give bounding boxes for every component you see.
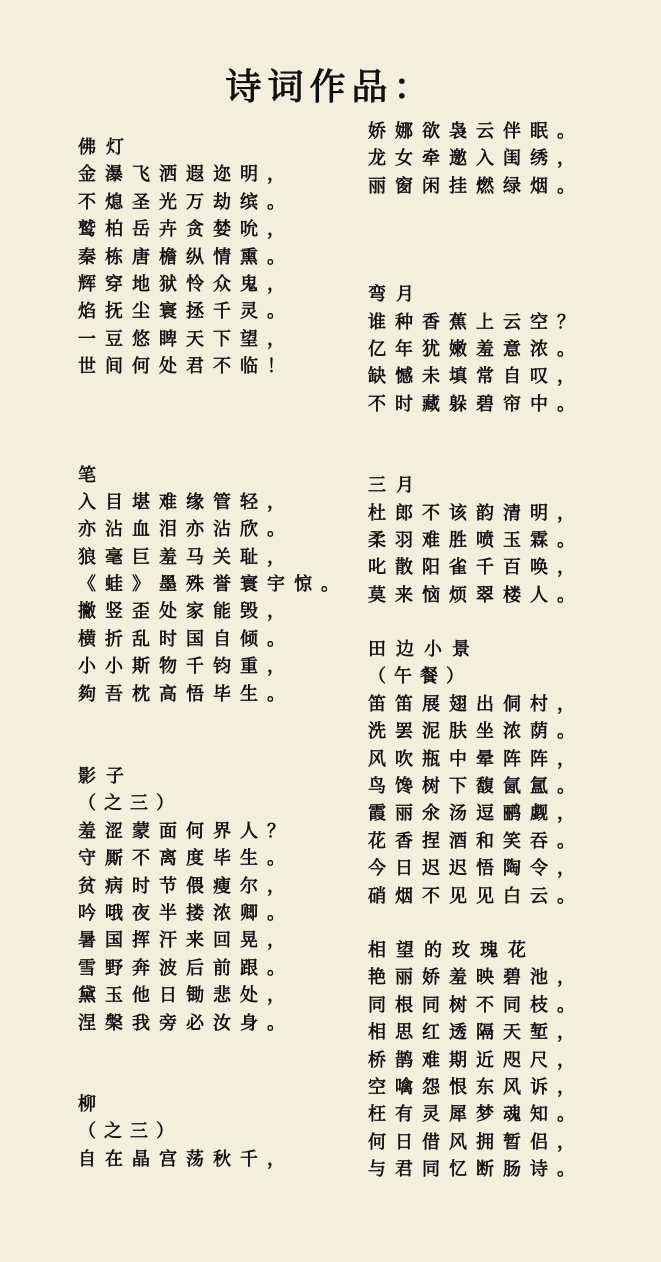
- poem-xiangwang-de-meiguihua: [368, 937, 661, 1184]
- poem-line: 夠吾枕高悟毕生。: [78, 683, 294, 705]
- poem-fodeng: [78, 134, 378, 381]
- poem-line: 柔羽难胜喷玉霖。: [368, 529, 584, 551]
- poem-title: 相望的玫瑰花: [368, 939, 536, 961]
- poem-line: 空噙怨恨东风诉，: [368, 1076, 584, 1098]
- poem-line: 暑国挥汗来回晃，: [78, 930, 294, 952]
- poem-line: 雪野奔波后前跟。: [78, 957, 294, 979]
- poem-title: 影子: [78, 766, 134, 788]
- poem-line: 入目堪难缘管轻，: [78, 491, 294, 513]
- left-column: [78, 134, 378, 1173]
- poem-line: 龙女牵邀入闺绣，: [368, 148, 584, 170]
- poem-bi: [78, 462, 378, 709]
- poem-subtitle: （午餐）: [368, 666, 472, 688]
- poem-liu-continued: [368, 118, 661, 200]
- poem-line: 同根同树不同枝。: [368, 994, 584, 1016]
- poem-title: 弯月: [368, 284, 424, 306]
- poem-line: 不时藏躲碧帘中。: [368, 393, 584, 415]
- poem-line: 辉穿地狱怜众鬼，: [78, 273, 294, 295]
- poem-line: 丽窗闲挂燃绿烟。: [368, 175, 584, 197]
- page-title: 诗词作品：: [225, 66, 436, 109]
- poem-line: 艳丽娇羞映碧池，: [368, 967, 584, 989]
- poem-line: 何日借风拥暂侣，: [368, 1131, 584, 1153]
- poem-line: 霞丽氽汤逗鹂觑，: [368, 803, 584, 825]
- poem-line: 洗罢泥肤坐浓荫。: [368, 721, 584, 743]
- poem-line: 世间何处君不临！: [78, 356, 294, 378]
- poem-title: 三月: [368, 475, 424, 497]
- poem-line: 亦沾血泪亦沾欣。: [78, 519, 294, 541]
- poem-line: 笛笛展翅出侗村，: [368, 693, 584, 715]
- poem-line: 焰抚尘寰拯千灵。: [78, 301, 294, 323]
- poem-tianbian-xiaojing: [368, 636, 661, 910]
- poem-line: 吟哦夜半搂浓卿。: [78, 902, 294, 924]
- poem-line: 鸟馋树下馥氤氲。: [368, 776, 584, 798]
- poem-line: 羞涩蒙面何界人？: [78, 820, 294, 842]
- poem-line: 横折乱时国自倾。: [78, 628, 294, 650]
- poem-line: 不熄圣光万劫缤。: [78, 191, 294, 213]
- poem-line: 亿年犹嫩羞意浓。: [368, 338, 584, 360]
- poem-line: 娇娜欲袅云伴眠。: [368, 121, 584, 142]
- poem-line: 谁种香蕉上云空？: [368, 311, 584, 333]
- poem-line: 黛玉他日锄悲处，: [78, 985, 294, 1007]
- poem-sanyue: [368, 472, 661, 609]
- poem-line: 撇竖歪处家能毁，: [78, 601, 294, 623]
- poem-line: 守厮不离度毕生。: [78, 848, 294, 870]
- poem-line: 桥鹊难期近咫尺，: [368, 1049, 584, 1071]
- poem-line: 贫病时节偎瘦尔，: [78, 875, 294, 897]
- poem-subtitle: （之三）: [78, 1121, 182, 1143]
- poem-yingzi: [78, 763, 378, 1037]
- poem-line: 鹫柏岳卉贪婪吮，: [78, 219, 294, 241]
- right-column: [368, 118, 661, 1184]
- poem-line: 自在晶宫荡秋千，: [78, 1148, 294, 1170]
- poem-line: 今日迟迟悟陶令，: [368, 858, 584, 880]
- poem-line: 涅槃我旁必汝身。: [78, 1012, 294, 1034]
- poem-line: 缺憾未填常自叹，: [368, 366, 584, 388]
- poem-line: 硝烟不见见白云。: [368, 885, 584, 907]
- poem-line: 小小斯物千钧重，: [78, 656, 294, 678]
- poem-line: 一豆悠睥天下望，: [78, 328, 294, 350]
- poem-line: 花香捏酒和笑吞。: [368, 830, 584, 852]
- poem-line: 杜郎不该韵清明，: [368, 502, 584, 524]
- poem-title: 佛灯: [78, 137, 134, 158]
- poem-line: 莫来恼烦翠楼人。: [368, 584, 584, 606]
- poem-line: 《蛙》墨殊誉寰宇惊。: [78, 574, 348, 596]
- poem-line: 风吹瓶中晕阵阵，: [368, 748, 584, 770]
- poem-line: 叱散阳雀千百唤，: [368, 557, 584, 579]
- poem-title: 笔: [78, 464, 106, 486]
- poem-wanyue: [368, 281, 661, 418]
- poem-line: 狼毫巨羞马关耻，: [78, 546, 294, 568]
- poem-line: 相思红透隔天堑，: [368, 1022, 584, 1044]
- poem-line: 金瀑飞洒遐迩明，: [78, 164, 294, 186]
- poem-title: 柳: [78, 1093, 106, 1115]
- poem-line: 与君同忆断肠诗。: [368, 1159, 584, 1181]
- poem-liu: [78, 1091, 378, 1173]
- poem-title: 田边小景: [368, 639, 480, 661]
- poem-line: 秦栋唐檐纵情熏。: [78, 246, 294, 268]
- poem-subtitle: （之三）: [78, 793, 182, 815]
- poem-line: 枉有灵犀梦魂知。: [368, 1104, 584, 1126]
